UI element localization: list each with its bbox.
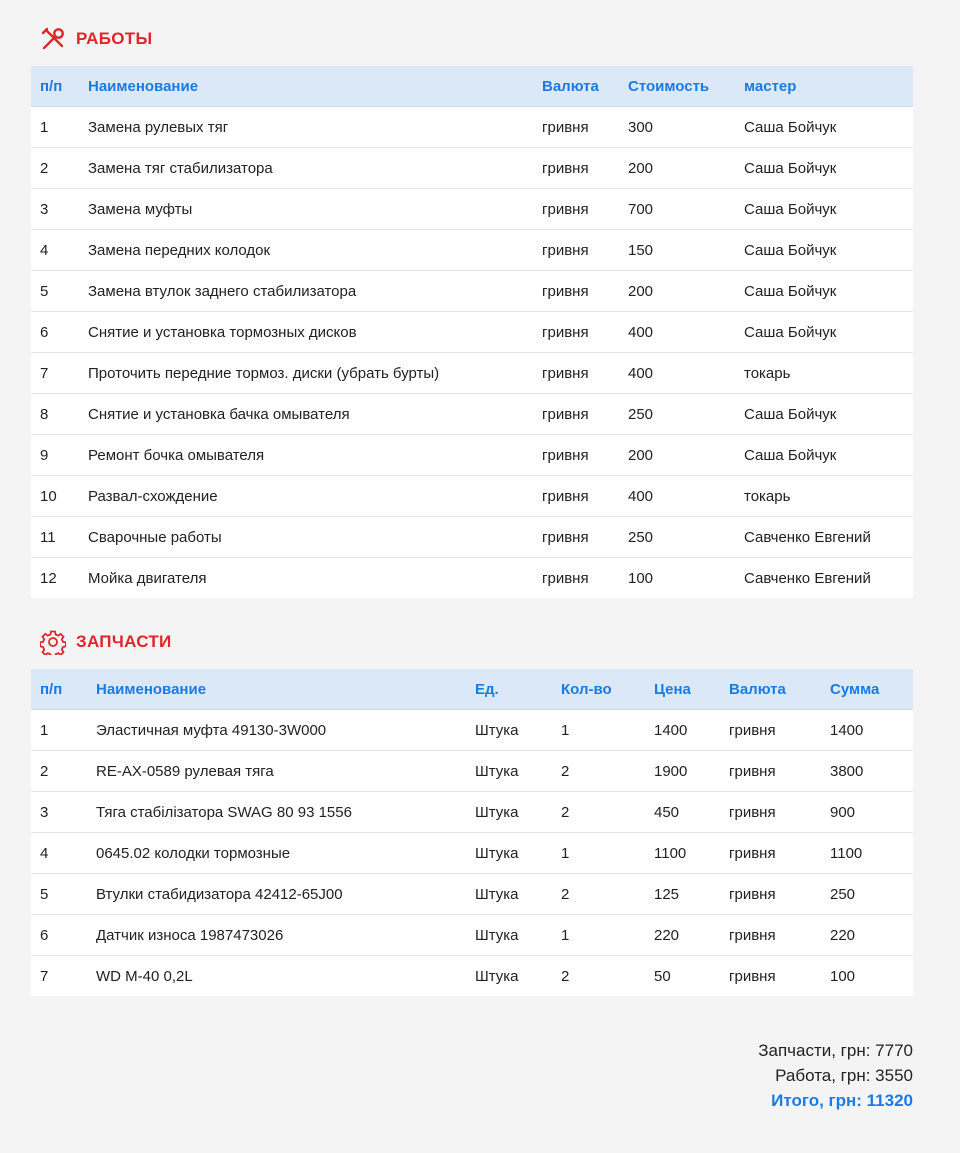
table-row xyxy=(31,956,913,997)
table-cell: 200 xyxy=(619,271,735,312)
gear-icon xyxy=(40,629,66,655)
table-cell: Штука xyxy=(466,915,552,956)
table-cell: 4 xyxy=(31,230,79,271)
table-cell: гривня xyxy=(720,792,821,833)
table-cell: Саша Бойчук xyxy=(735,148,913,189)
parts-section-title xyxy=(40,629,172,655)
table-cell: 12 xyxy=(31,558,79,599)
col-header: Кол-во xyxy=(552,669,645,710)
table-cell: 10 xyxy=(31,476,79,517)
table-cell: Втулки стабидизатора 42412-65J00 xyxy=(87,874,466,915)
table-row xyxy=(31,435,913,476)
table-cell: Датчик износа 1987473026 xyxy=(87,915,466,956)
table-cell: 3 xyxy=(31,189,79,230)
table-cell: 50 xyxy=(645,956,720,997)
table-row xyxy=(31,107,913,148)
table-cell: 2 xyxy=(31,148,79,189)
table-cell: Савченко Евгений xyxy=(735,517,913,558)
table-cell: 2 xyxy=(552,956,645,997)
table-cell: 5 xyxy=(31,271,79,312)
table-row xyxy=(31,874,913,915)
table-cell: гривня xyxy=(720,915,821,956)
table-cell: Саша Бойчук xyxy=(735,435,913,476)
table-cell: 7 xyxy=(31,956,87,997)
table-cell: гривня xyxy=(533,189,619,230)
table-cell: Штука xyxy=(466,833,552,874)
parts-header-row xyxy=(31,669,913,710)
table-cell: 220 xyxy=(645,915,720,956)
parts-total: Запчасти, грн: 7770 xyxy=(758,1041,913,1060)
works-header-row xyxy=(31,66,913,107)
table-cell: гривня xyxy=(533,435,619,476)
table-cell: 3800 xyxy=(821,751,913,792)
table-cell: 9 xyxy=(31,435,79,476)
table-cell: Сварочные работы xyxy=(79,517,533,558)
table-cell: 1 xyxy=(561,721,570,739)
col-header: Ед. xyxy=(466,669,552,710)
table-cell: гривня xyxy=(533,476,619,517)
table-cell: Саша Бойчук xyxy=(744,118,837,136)
table-cell: гривня xyxy=(533,394,619,435)
table-cell: гривня xyxy=(533,353,619,394)
table-cell: 1400 xyxy=(830,721,864,739)
table-cell: гривня xyxy=(533,271,619,312)
table-cell: Снятие и установка бачка омывателя xyxy=(79,394,533,435)
table-cell: 5 xyxy=(31,874,87,915)
works-title: РАБОТЫ xyxy=(76,29,153,48)
table-cell: гривня xyxy=(533,312,619,353)
table-row xyxy=(31,558,913,599)
table-cell: Штука xyxy=(466,874,552,915)
table-cell: Саша Бойчук xyxy=(735,230,913,271)
table-cell: Мойка двигателя xyxy=(79,558,533,599)
table-cell: 200 xyxy=(619,435,735,476)
col-header: Валюта xyxy=(720,669,821,710)
table-row xyxy=(31,394,913,435)
col-header: Наименование xyxy=(79,66,533,107)
table-cell: 400 xyxy=(619,353,735,394)
table-cell: 200 xyxy=(619,148,735,189)
col-header: п/п xyxy=(31,66,79,107)
table-cell: Замена рулевых тяг xyxy=(88,118,229,136)
table-cell: 0645.02 колодки тормозные xyxy=(87,833,466,874)
table-cell: 3 xyxy=(31,792,87,833)
table-cell: 2 xyxy=(552,751,645,792)
table-cell: 100 xyxy=(821,956,913,997)
works-table xyxy=(31,66,913,598)
table-cell: 250 xyxy=(619,394,735,435)
table-cell: Снятие и установка тормозных дисков xyxy=(79,312,533,353)
table-row xyxy=(31,230,913,271)
table-cell: 220 xyxy=(821,915,913,956)
table-cell: 11 xyxy=(31,517,79,558)
table-cell: 1 xyxy=(40,721,49,739)
table-cell: Штука xyxy=(466,956,552,997)
table-cell: 2 xyxy=(31,751,87,792)
col-header: Стоимость xyxy=(619,66,735,107)
grand-total: Итого, грн: 11320 xyxy=(771,1091,913,1110)
table-cell: 1 xyxy=(552,915,645,956)
table-cell: 6 xyxy=(31,915,87,956)
totals-block xyxy=(758,1038,913,1113)
table-cell: 250 xyxy=(619,517,735,558)
table-cell: гривня xyxy=(533,558,619,599)
table-cell: Саша Бойчук xyxy=(735,394,913,435)
table-row xyxy=(31,148,913,189)
table-cell: 7 xyxy=(31,353,79,394)
table-cell: 250 xyxy=(821,874,913,915)
table-cell: гривня xyxy=(720,874,821,915)
table-cell: 150 xyxy=(619,230,735,271)
table-cell: 125 xyxy=(645,874,720,915)
table-cell: 700 xyxy=(619,189,735,230)
table-cell: 1 xyxy=(40,118,49,136)
table-cell: 6 xyxy=(31,312,79,353)
table-cell: Саша Бойчук xyxy=(735,271,913,312)
table-cell: Саша Бойчук xyxy=(735,312,913,353)
table-cell: 1900 xyxy=(645,751,720,792)
table-cell: 100 xyxy=(619,558,735,599)
table-cell: Эластичная муфта 49130-3W000 xyxy=(96,721,327,739)
table-cell: Развал-схождение xyxy=(79,476,533,517)
table-cell: Замена втулок заднего стабилизатора xyxy=(79,271,533,312)
col-header: п/п xyxy=(31,669,87,710)
table-cell: 1100 xyxy=(645,833,720,874)
table-row xyxy=(31,312,913,353)
table-cell: RE-AX-0589 рулевая тяга xyxy=(87,751,466,792)
table-cell: 2 xyxy=(552,874,645,915)
table-cell: гривня xyxy=(729,721,776,739)
table-cell: гривня xyxy=(533,230,619,271)
table-row xyxy=(31,189,913,230)
table-cell: Штука xyxy=(466,751,552,792)
table-cell: Саша Бойчук xyxy=(735,189,913,230)
table-cell: Штука xyxy=(475,721,519,739)
table-row xyxy=(31,792,913,833)
table-row xyxy=(31,833,913,874)
table-cell: 1100 xyxy=(821,833,913,874)
table-cell: токарь xyxy=(735,353,913,394)
col-header: Сумма xyxy=(821,669,913,710)
table-cell: 1400 xyxy=(654,721,688,739)
table-cell: Замена тяг стабилизатора xyxy=(79,148,533,189)
table-cell: Савченко Евгений xyxy=(735,558,913,599)
table-cell: гривня xyxy=(720,833,821,874)
table-cell: гривня xyxy=(720,751,821,792)
table-row xyxy=(31,476,913,517)
col-header: Валюта xyxy=(533,66,619,107)
table-cell: Ремонт бочка омывателя xyxy=(79,435,533,476)
table-row xyxy=(31,915,913,956)
parts-title: ЗАПЧАСТИ xyxy=(76,632,172,651)
table-cell: 400 xyxy=(619,312,735,353)
table-cell: 2 xyxy=(552,792,645,833)
col-header: мастер xyxy=(735,66,913,107)
work-total: Работа, грн: 3550 xyxy=(775,1066,913,1085)
table-cell: Замена передних колодок xyxy=(79,230,533,271)
table-cell: Проточить передние тормоз. диски (убрать бурты) xyxy=(79,353,533,394)
col-header: Наименование xyxy=(87,669,466,710)
table-cell: гривня xyxy=(533,517,619,558)
table-cell: токарь xyxy=(735,476,913,517)
table-row xyxy=(31,751,913,792)
table-row xyxy=(31,353,913,394)
table-cell: 1 xyxy=(552,833,645,874)
table-cell: гривня xyxy=(720,956,821,997)
parts-table xyxy=(31,669,913,996)
table-cell: 300 xyxy=(628,118,654,136)
table-cell: 4 xyxy=(31,833,87,874)
table-row xyxy=(31,517,913,558)
table-cell: Тяга стабілізатора SWAG 80 93 1556 xyxy=(87,792,466,833)
table-cell: гривня xyxy=(542,118,589,136)
works-section-title xyxy=(40,26,152,52)
table-row xyxy=(31,710,913,751)
table-cell: 400 xyxy=(619,476,735,517)
table-row xyxy=(31,271,913,312)
table-cell: WD M-40 0,2L xyxy=(87,956,466,997)
col-header: Цена xyxy=(645,669,720,710)
table-cell: 450 xyxy=(645,792,720,833)
table-cell: Замена муфты xyxy=(79,189,533,230)
tools-icon xyxy=(40,26,66,52)
table-cell: 8 xyxy=(31,394,79,435)
table-cell: Штука xyxy=(466,792,552,833)
table-cell: гривня xyxy=(533,148,619,189)
table-cell: 900 xyxy=(821,792,913,833)
